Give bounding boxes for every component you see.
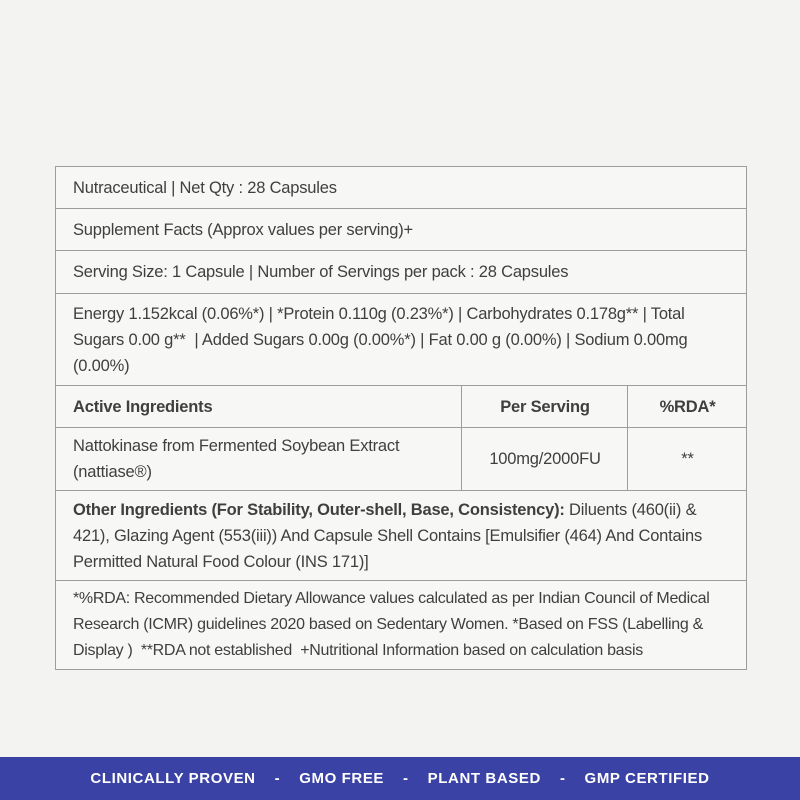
- separator-dash: -: [559, 770, 566, 787]
- rda-footnote-row: *%RDA: Recommended Dietary Allowance values calculated as per Indian Council of Medical Research (ICMR) guidelines 2020 based on Sedentary Women. *Based on FSS (Labelling & Display ) **RDA not established +Nutritional Information based on calculation basis: [56, 581, 747, 670]
- product-type-net-qty: Nutraceutical | Net Qty : 28 Capsules: [56, 167, 747, 209]
- ingredient-per-serving: 100mg/2000FU: [462, 428, 628, 491]
- col-header-per-serving: Per Serving: [462, 386, 628, 428]
- col-header-rda: %RDA*: [628, 386, 747, 428]
- serving-size-row: Serving Size: 1 Capsule | Number of Servings per pack : 28 Capsules: [56, 251, 747, 294]
- supplement-facts-table: [55, 166, 747, 670]
- ingredient-rda-value: **: [628, 428, 747, 491]
- badge-gmo-free: GMO FREE: [299, 770, 385, 787]
- separator-dash: -: [274, 770, 281, 787]
- col-header-active-ingredients: Active Ingredients: [56, 386, 462, 428]
- table-row: [56, 581, 747, 670]
- other-ingredients-label: Other Ingredients (For Stability, Outer-shell, Base, Consistency):: [73, 500, 565, 519]
- table-row: [56, 294, 747, 386]
- nutrition-values-row: Energy 1.152kcal (0.06%*) | *Protein 0.110g (0.23%*) | Carbohydrates 0.178g** | Total Sugars 0.00 g** | Added Sugars 0.00g (0.00%*) | Fat 0.00 g (0.00%) | Sodium 0.00mg (0.00%): [56, 294, 747, 386]
- ingredient-name: Nattokinase from Fermented Soybean Extract (nattiase®): [56, 428, 462, 491]
- badge-clinically-proven: CLINICALLY PROVEN: [90, 770, 256, 787]
- other-ingredients-text: Diluents (460(ii) & 421), Glazing Agent (553(iii)) And Capsule Shell Contains [Emulsifier (464) And Contains Permitted Natural Food Colour (INS 171)]: [73, 500, 707, 571]
- supplement-facts-heading: Supplement Facts (Approx values per serving)+: [56, 209, 747, 251]
- supplement-facts-card: [55, 166, 746, 670]
- table-row: [56, 491, 747, 581]
- other-ingredients-row: [56, 491, 747, 581]
- table-row: [56, 209, 747, 251]
- table-row: [56, 428, 747, 491]
- certification-bar: [0, 757, 800, 800]
- separator-dash: -: [403, 770, 409, 787]
- table-header-row: [56, 386, 747, 428]
- table-row: [56, 167, 747, 209]
- badge-plant-based: PLANT BASED: [427, 770, 541, 787]
- badge-gmp-certified: GMP CERTIFIED: [584, 770, 710, 787]
- table-row: [56, 251, 747, 294]
